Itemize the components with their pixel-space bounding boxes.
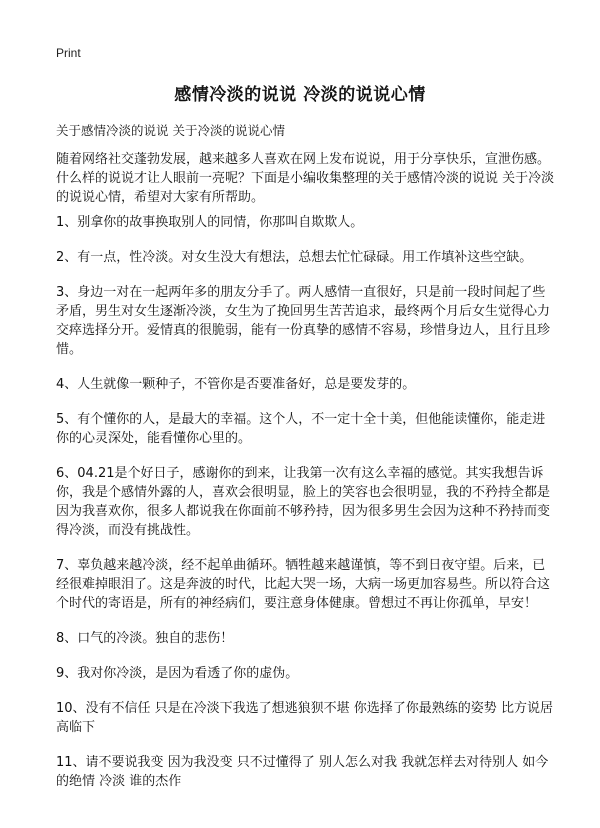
list-item: 3、身边一对在一起两年多的朋友分手了。两人感情一直很好，只是前一段时间起了些矛盾，男生对女生逐渐冷淡，女生为了挽回男生苦苦追求，最终两个月后女生觉得心力交瘁选择分开。爱情真的很脆弱，能有一份真挚的感情不容易，珍惜身边人，且行且珍惜。 [56,285,551,357]
article-intro: 随着网络社交蓬勃发展，越来越多人喜欢在网上发布说说，用于分享快乐，宣泄伤感。什么样的说说才让人眼前一亮呢？下面是小编收集整理的关于感情冷淡的说说 关于冷淡的说说心情，希望对大家有所帮助。 [56,152,555,205]
list-item: 8、口气的冷淡。独自的悲伤！ [56,631,234,646]
list-item: 1、别拿你的故事换取别人的同情，你那叫自欺欺人。 [56,215,364,230]
article-subtitle: 关于感情冷淡的说说 关于冷淡的说说心情 [56,123,285,138]
list-item: 7、辜负越来越冷淡，经不起单曲循环。牺牲越来越谨慎，等不到日夜守望。后来，已经很难掉眼泪了。这是奔波的时代，比起大哭一场，大病一场更加容易些。所以符合这个时代的寄语是，所有的神经病们，要注意身体健康。曾想过不再让你孤单，早安！ [56,558,551,611]
quote-list [56,213,556,807]
page-title: 感情冷淡的说说 冷淡的说说心情 [174,85,426,105]
list-item: 10、没有不信任 只是在冷淡下我选了想逃狼狈不堪 你选择了你最熟练的姿势 比方说居高临下 [56,701,553,735]
list-item: 6、04.21是个好日子，感谢你的到来，让我第一次有这么幸福的感觉。其实我想告诉你，我是个感情外露的人，喜欢会很明显，脸上的笑容也会很明显，我的不矜持全都是因为我喜欢你，很多人都说我在你面前不够矜持，因为很多男生会因为这种不矜持而变得冷淡，而没有挑战性。 [56,466,551,538]
list-item: 4、人生就像一颗种子，不管你是否要准备好，总是要发芽的。 [56,377,416,392]
list-item: 9、我对你冷淡，是因为看透了你的虚伪。 [56,666,299,681]
list-item: 2、有一点，性冷淡。对女生没大有想法，总想去忙忙碌碌。用工作填补这些空缺。 [56,250,533,265]
print-link[interactable]: Print [56,46,81,60]
list-item: 11、请不要说我变 因为我没变 只不过懂得了 别人怎么对我 我就怎样去对待别人 如今的绝情 冷淡 谁的杰作 [56,755,549,789]
list-item: 5、有个懂你的人，是最大的幸福。这个人，不一定十全十美，但他能读懂你，能走进你的心灵深处，能看懂你心里的。 [56,412,546,446]
